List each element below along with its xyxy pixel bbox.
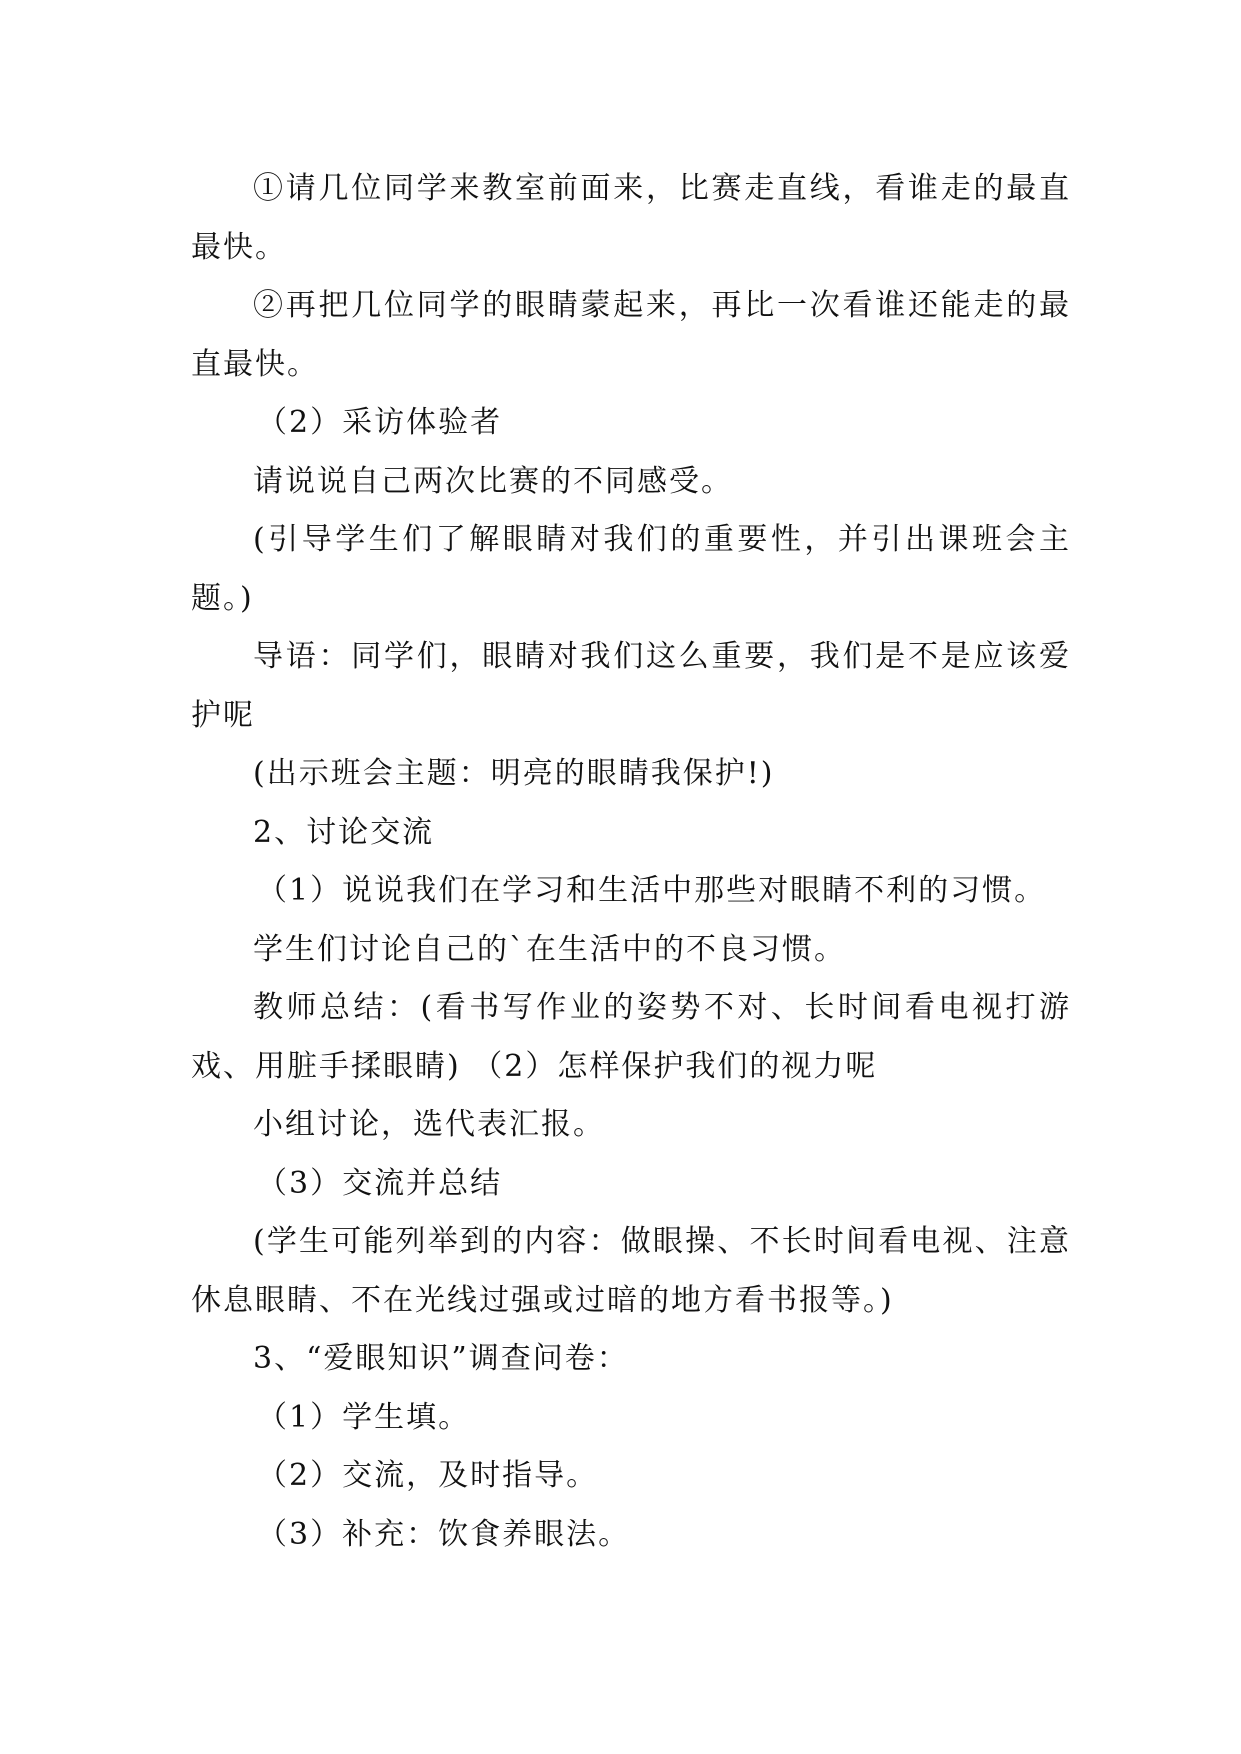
paragraph-exchange-summary-heading: （3）交流并总结 xyxy=(257,1165,503,1201)
paragraph-bad-habits-question: （1）说说我们在学习和生活中那些对眼睛不利的习惯。 xyxy=(257,873,1047,908)
paragraph-interview-prompt: 请说说自己两次比赛的不同感受。 xyxy=(253,463,733,499)
paragraph-questionnaire-step-2: （2）交流，及时指导。 xyxy=(257,1458,599,1493)
paragraph-questionnaire-step-3: （3）补充：饮食养眼法。 xyxy=(257,1516,631,1552)
paragraph-questionnaire-step-1: （1）学生填。 xyxy=(257,1399,471,1435)
paragraph-guide-note: (引导学生们了解眼睛对我们的重要性，并引出课班会主题。) xyxy=(191,522,1071,616)
paragraph-interview-heading: （2）采访体验者 xyxy=(257,405,503,440)
paragraph-activity-step-1: ①请几位同学来教室前面来，比赛走直线，看谁走的最直最快。 xyxy=(191,171,1071,265)
document-body xyxy=(191,160,1071,1564)
section-heading-discussion: 2、讨论交流 xyxy=(253,814,435,850)
paragraph-student-discussion: 学生们讨论自己的`在生活中的不良习惯。 xyxy=(253,931,846,967)
paragraph-group-report: 小组讨论，选代表汇报。 xyxy=(253,1107,605,1142)
paragraph-expected-content: (学生可能列举到的内容：做眼操、不长时间看电视、注意休息眼睛、不在光线过强或过暗的地方看书报等。) xyxy=(191,1224,1071,1318)
paragraph-lead-in: 导语：同学们，眼睛对我们这么重要，我们是不是应该爱护呢 xyxy=(191,639,1071,733)
paragraph-teacher-summary: 教师总结：(看书写作业的姿势不对、长时间看电视打游戏、用脏手揉眼睛) （2）怎样保护我们的视力呢 xyxy=(191,990,1071,1084)
section-heading-questionnaire: 3、“爱眼知识”调查问卷： xyxy=(253,1341,629,1376)
paragraph-theme: (出示班会主题：明亮的眼睛我保护!) xyxy=(253,756,775,791)
paragraph-activity-step-2: ②再把几位同学的眼睛蒙起来，再比一次看谁还能走的最直最快。 xyxy=(191,288,1071,382)
